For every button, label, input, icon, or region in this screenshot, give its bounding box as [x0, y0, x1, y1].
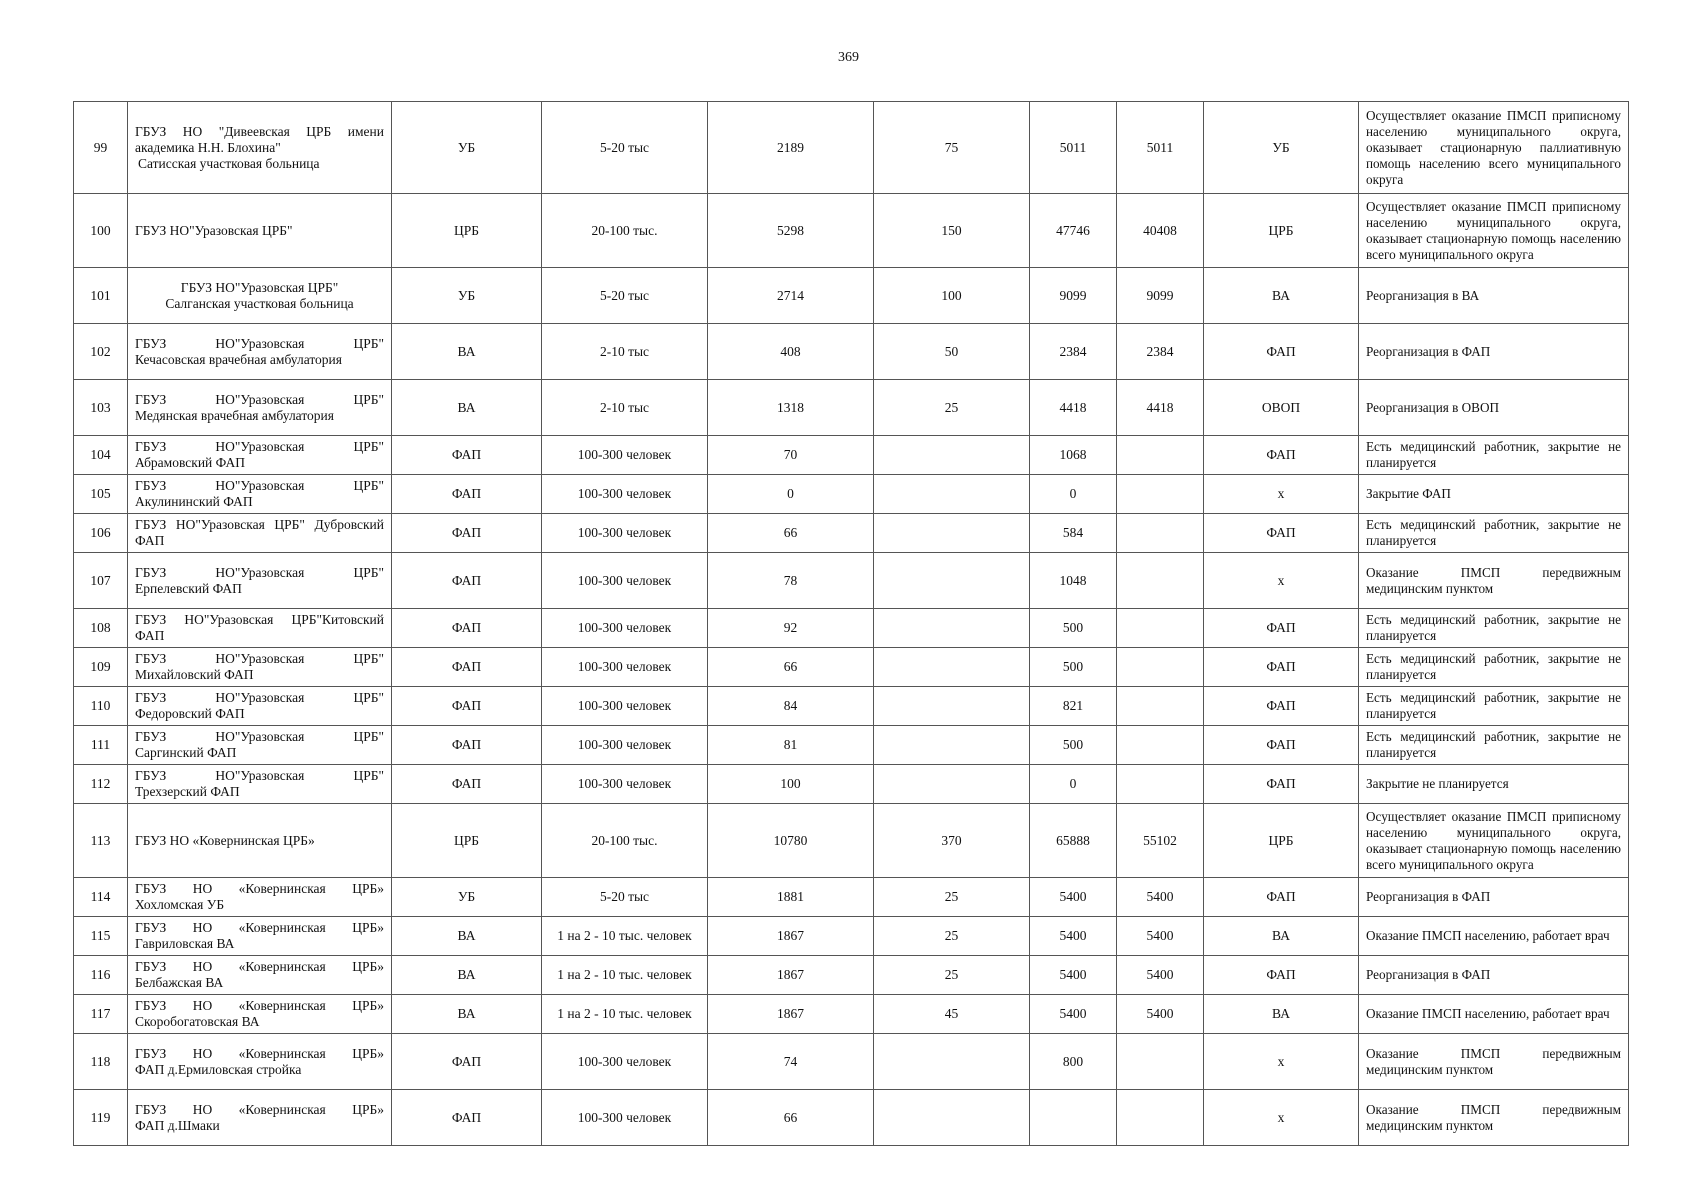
facility-name-line: ГБУЗ НО «Ковернинская ЦРБ» [135, 920, 384, 935]
row-number-cell: 101 [74, 268, 128, 324]
facility-type-cell: ФАП [392, 687, 542, 726]
facility-type-cell: ФАП [392, 609, 542, 648]
population-norm-cell: 2-10 тыс [542, 380, 708, 436]
facility-name-line: ГБУЗ НО"Уразовская ЦРБ" [135, 564, 384, 580]
table-row [74, 268, 1629, 324]
value-2-cell: 5011 [1117, 102, 1204, 194]
new-type-cell: ЦРБ [1204, 804, 1359, 878]
value-1-cell: 821 [1030, 687, 1117, 726]
population-norm-cell: 100-300 человек [542, 1090, 708, 1146]
value-1-cell: 800 [1030, 1034, 1117, 1090]
value-1-cell: 5400 [1030, 956, 1117, 995]
facility-name-cell [128, 268, 392, 324]
value-1-cell: 5400 [1030, 995, 1117, 1034]
value-1-cell: 500 [1030, 648, 1117, 687]
population-norm-cell: 5-20 тыс [542, 878, 708, 917]
value-2-cell: 40408 [1117, 194, 1204, 268]
facility-name-line: Ерпелевский ФАП [135, 580, 242, 596]
distance-cell [874, 475, 1030, 514]
facility-name-line: Федоровский ФАП [135, 706, 245, 721]
facility-name-line: ГБУЗ НО"Уразовская ЦРБ" [135, 391, 384, 407]
note-cell: Закрытие ФАП [1359, 475, 1629, 514]
facility-name-line: Саргинский ФАП [135, 745, 237, 760]
served-population-cell: 78 [708, 553, 874, 609]
facility-name-line: ГБУЗ НО «Ковернинская ЦРБ» [135, 832, 315, 848]
note-cell: Оказание ПМСП передвижным медицинским пунктом [1359, 553, 1629, 609]
facility-type-cell: ФАП [392, 648, 542, 687]
value-1-cell: 9099 [1030, 268, 1117, 324]
facility-name-cell [128, 917, 392, 956]
served-population-cell: 92 [708, 609, 874, 648]
distance-cell [874, 1090, 1030, 1146]
facility-name-line: Медянская врачебная амбулатория [135, 407, 334, 423]
facility-name-cell [128, 726, 392, 765]
served-population-cell: 66 [708, 648, 874, 687]
value-1-cell: 1048 [1030, 553, 1117, 609]
new-type-cell: ФАП [1204, 956, 1359, 995]
facility-name-cell [128, 609, 392, 648]
value-2-cell [1117, 765, 1204, 804]
distance-cell [874, 1034, 1030, 1090]
facility-name-line: Абрамовский ФАП [135, 455, 245, 470]
facility-name-cell [128, 1034, 392, 1090]
served-population-cell: 1867 [708, 995, 874, 1034]
facility-name-line: ГБУЗ НО"Уразовская ЦРБ" [135, 768, 384, 783]
value-2-cell [1117, 648, 1204, 687]
distance-cell: 370 [874, 804, 1030, 878]
new-type-cell: х [1204, 553, 1359, 609]
note-cell: Реорганизация в ФАП [1359, 324, 1629, 380]
facility-name-cell [128, 878, 392, 917]
distance-cell [874, 553, 1030, 609]
facility-type-cell: ФАП [392, 436, 542, 475]
facility-name-line: ГБУЗ НО"Уразовская ЦРБ" [135, 651, 384, 666]
value-2-cell: 2384 [1117, 324, 1204, 380]
facility-name-line: ГБУЗ НО"Уразовская ЦРБ" Дубровский [135, 517, 384, 532]
served-population-cell: 0 [708, 475, 874, 514]
facility-type-cell: УБ [392, 268, 542, 324]
value-2-cell [1117, 436, 1204, 475]
facility-type-cell: ВА [392, 956, 542, 995]
facility-name-cell [128, 687, 392, 726]
note-cell: Есть медицинский работник, закрытие не планируется [1359, 436, 1629, 475]
value-2-cell [1117, 475, 1204, 514]
distance-cell [874, 648, 1030, 687]
value-1-cell: 5400 [1030, 878, 1117, 917]
distance-cell [874, 436, 1030, 475]
value-1-cell: 65888 [1030, 804, 1117, 878]
facility-name-line: ГБУЗ НО "Дивеевская ЦРБ имени [135, 123, 384, 139]
note-cell: Оказание ПМСП передвижным медицинским пунктом [1359, 1034, 1629, 1090]
population-norm-cell: 100-300 человек [542, 765, 708, 804]
new-type-cell: ВА [1204, 268, 1359, 324]
note-cell: Оказание ПМСП населению, работает врач [1359, 917, 1629, 956]
facility-name-cell [128, 380, 392, 436]
value-2-cell [1117, 1090, 1204, 1146]
row-number-cell: 112 [74, 765, 128, 804]
distance-cell: 25 [874, 917, 1030, 956]
table-row [74, 475, 1629, 514]
facility-name-line: ГБУЗ НО"Уразовская ЦРБ"Китовский [135, 612, 384, 627]
facility-name-line: Сатисская участковая больница [138, 155, 320, 171]
value-1-cell: 1068 [1030, 436, 1117, 475]
served-population-cell: 5298 [708, 194, 874, 268]
facility-name-line: ФАП д.Шмаки [135, 1117, 220, 1133]
table-row [74, 102, 1629, 194]
row-number-cell: 103 [74, 380, 128, 436]
facility-name-line: ГБУЗ НО"Уразовская ЦРБ" [135, 690, 384, 705]
row-number-cell: 115 [74, 917, 128, 956]
row-number-cell: 117 [74, 995, 128, 1034]
table-row [74, 324, 1629, 380]
facility-name-cell [128, 1090, 392, 1146]
facility-name-line: Михайловский ФАП [135, 667, 254, 682]
note-cell: Реорганизация в ФАП [1359, 956, 1629, 995]
population-norm-cell: 1 на 2 - 10 тыс. человек [542, 917, 708, 956]
served-population-cell: 1881 [708, 878, 874, 917]
facility-name-line: Скоробогатовская ВА [135, 1014, 260, 1029]
distance-cell [874, 609, 1030, 648]
facility-type-cell: ВА [392, 995, 542, 1034]
facility-name-line: ГБУЗ НО «Ковернинская ЦРБ» [135, 881, 384, 896]
table-row [74, 765, 1629, 804]
facility-name-line: ГБУЗ НО"Уразовская ЦРБ" [135, 335, 384, 351]
served-population-cell: 2189 [708, 102, 874, 194]
row-number-cell: 105 [74, 475, 128, 514]
value-2-cell: 9099 [1117, 268, 1204, 324]
served-population-cell: 81 [708, 726, 874, 765]
facility-name-cell [128, 648, 392, 687]
new-type-cell: ФАП [1204, 878, 1359, 917]
population-norm-cell: 5-20 тыс [542, 268, 708, 324]
note-cell: Оказание ПМСП передвижным медицинским пунктом [1359, 1090, 1629, 1146]
new-type-cell: ФАП [1204, 324, 1359, 380]
value-1-cell: 4418 [1030, 380, 1117, 436]
value-1-cell: 5400 [1030, 917, 1117, 956]
value-2-cell: 5400 [1117, 956, 1204, 995]
new-type-cell: УБ [1204, 102, 1359, 194]
served-population-cell: 408 [708, 324, 874, 380]
served-population-cell: 70 [708, 436, 874, 475]
facility-name-cell [128, 324, 392, 380]
table-row [74, 956, 1629, 995]
distance-cell: 100 [874, 268, 1030, 324]
table-row [74, 609, 1629, 648]
new-type-cell: ФАП [1204, 687, 1359, 726]
row-number-cell: 107 [74, 553, 128, 609]
facility-name-cell [128, 514, 392, 553]
new-type-cell: х [1204, 1034, 1359, 1090]
note-cell: Оказание ПМСП населению, работает врач [1359, 995, 1629, 1034]
row-number-cell: 113 [74, 804, 128, 878]
population-norm-cell: 100-300 человек [542, 687, 708, 726]
facility-name-line: ГБУЗ НО «Ковернинская ЦРБ» [135, 959, 384, 974]
served-population-cell: 1867 [708, 917, 874, 956]
value-1-cell: 584 [1030, 514, 1117, 553]
facility-name-line: ГБУЗ НО"Уразовская ЦРБ" [135, 478, 384, 493]
value-1-cell: 5011 [1030, 102, 1117, 194]
distance-cell: 75 [874, 102, 1030, 194]
population-norm-cell: 2-10 тыс [542, 324, 708, 380]
note-cell: Есть медицинский работник, закрытие не планируется [1359, 648, 1629, 687]
facility-name-line: ФАП [135, 628, 165, 643]
facility-type-cell: ФАП [392, 1034, 542, 1090]
population-norm-cell: 100-300 человек [542, 514, 708, 553]
distance-cell: 45 [874, 995, 1030, 1034]
facility-name-line: ФАП [135, 533, 165, 548]
table-row [74, 436, 1629, 475]
note-cell: Закрытие не планируется [1359, 765, 1629, 804]
note-cell: Есть медицинский работник, закрытие не планируется [1359, 687, 1629, 726]
population-norm-cell: 100-300 человек [542, 553, 708, 609]
table-row [74, 804, 1629, 878]
new-type-cell: ЦРБ [1204, 194, 1359, 268]
served-population-cell: 84 [708, 687, 874, 726]
value-1-cell: 500 [1030, 609, 1117, 648]
value-1-cell: 2384 [1030, 324, 1117, 380]
facility-name-cell [128, 194, 392, 268]
value-1-cell: 0 [1030, 765, 1117, 804]
served-population-cell: 66 [708, 514, 874, 553]
note-cell: Осуществляет оказание ПМСП приписному населению муниципального округа, оказывает стационарную паллиативную помощь населению всего муниципального округа [1359, 102, 1629, 194]
facility-type-cell: ФАП [392, 553, 542, 609]
facility-type-cell: ФАП [392, 1090, 542, 1146]
served-population-cell: 10780 [708, 804, 874, 878]
facility-name-line: ГБУЗ НО «Ковернинская ЦРБ» [135, 1101, 384, 1117]
table-row [74, 553, 1629, 609]
page-number: 369 [838, 50, 859, 65]
row-number-cell: 100 [74, 194, 128, 268]
table-row [74, 648, 1629, 687]
row-number-cell: 110 [74, 687, 128, 726]
new-type-cell: ФАП [1204, 609, 1359, 648]
population-norm-cell: 1 на 2 - 10 тыс. человек [542, 956, 708, 995]
facility-name-line: Трехзерский ФАП [135, 784, 240, 799]
population-norm-cell: 20-100 тыс. [542, 194, 708, 268]
population-norm-cell: 100-300 человек [542, 648, 708, 687]
table-row [74, 514, 1629, 553]
new-type-cell: ОВОП [1204, 380, 1359, 436]
population-norm-cell: 100-300 человек [542, 726, 708, 765]
served-population-cell: 1867 [708, 956, 874, 995]
served-population-cell: 1318 [708, 380, 874, 436]
facility-name-line: ГБУЗ НО «Ковернинская ЦРБ» [135, 1045, 384, 1061]
facility-name-line: ГБУЗ НО"Уразовская ЦРБ" [135, 222, 293, 238]
table-row [74, 380, 1629, 436]
facility-type-cell: УБ [392, 102, 542, 194]
note-cell: Реорганизация в ОВОП [1359, 380, 1629, 436]
facility-name-line: ГБУЗ НО"Уразовская ЦРБ" [135, 729, 384, 744]
new-type-cell: ФАП [1204, 436, 1359, 475]
note-cell: Есть медицинский работник, закрытие не планируется [1359, 726, 1629, 765]
facility-type-cell: ВА [392, 380, 542, 436]
value-2-cell: 5400 [1117, 917, 1204, 956]
value-2-cell: 55102 [1117, 804, 1204, 878]
table-row [74, 726, 1629, 765]
distance-cell: 25 [874, 380, 1030, 436]
value-2-cell: 5400 [1117, 995, 1204, 1034]
facilities-table [73, 101, 1629, 1146]
population-norm-cell: 100-300 человек [542, 609, 708, 648]
served-population-cell: 2714 [708, 268, 874, 324]
distance-cell [874, 765, 1030, 804]
row-number-cell: 109 [74, 648, 128, 687]
new-type-cell: ФАП [1204, 726, 1359, 765]
facility-type-cell: ВА [392, 324, 542, 380]
facility-name-cell [128, 553, 392, 609]
value-2-cell [1117, 1034, 1204, 1090]
population-norm-cell: 5-20 тыс [542, 102, 708, 194]
facility-name-line: ГБУЗ НО"Уразовская ЦРБ" [135, 439, 384, 454]
note-cell: Осуществляет оказание ПМСП приписному населению муниципального округа, оказывает стационарную помощь населению всего муниципального округа [1359, 804, 1629, 878]
table-row [74, 1090, 1629, 1146]
note-cell: Реорганизация в ВА [1359, 268, 1629, 324]
facility-type-cell: ФАП [392, 475, 542, 514]
facility-name-line: ФАП д.Ермиловская стройка [135, 1061, 302, 1077]
facility-name-line: ГБУЗ НО «Ковернинская ЦРБ» [135, 998, 384, 1013]
row-number-cell: 118 [74, 1034, 128, 1090]
population-norm-cell: 20-100 тыс. [542, 804, 708, 878]
facility-name-cell [128, 475, 392, 514]
distance-cell: 150 [874, 194, 1030, 268]
note-cell: Есть медицинский работник, закрытие не планируется [1359, 609, 1629, 648]
value-2-cell [1117, 726, 1204, 765]
value-2-cell [1117, 609, 1204, 648]
distance-cell [874, 687, 1030, 726]
note-cell: Есть медицинский работник, закрытие не планируется [1359, 514, 1629, 553]
value-2-cell [1117, 687, 1204, 726]
distance-cell [874, 514, 1030, 553]
table-row [74, 878, 1629, 917]
value-2-cell: 4418 [1117, 380, 1204, 436]
value-1-cell: 47746 [1030, 194, 1117, 268]
new-type-cell: ФАП [1204, 648, 1359, 687]
new-type-cell: ВА [1204, 995, 1359, 1034]
facility-type-cell: ФАП [392, 726, 542, 765]
new-type-cell: ФАП [1204, 514, 1359, 553]
distance-cell: 50 [874, 324, 1030, 380]
facility-type-cell: ВА [392, 917, 542, 956]
facility-type-cell: ЦРБ [392, 194, 542, 268]
facility-name-line: академика Н.Н. Блохина" [135, 139, 281, 155]
row-number-cell: 114 [74, 878, 128, 917]
row-number-cell: 116 [74, 956, 128, 995]
population-norm-cell: 100-300 человек [542, 1034, 708, 1090]
table-row [74, 194, 1629, 268]
row-number-cell: 108 [74, 609, 128, 648]
table-row [74, 1034, 1629, 1090]
value-1-cell [1030, 1090, 1117, 1146]
facility-type-cell: ФАП [392, 765, 542, 804]
facility-name-line: Хохломская УБ [135, 897, 225, 912]
distance-cell [874, 726, 1030, 765]
facility-name-cell [128, 436, 392, 475]
new-type-cell: ФАП [1204, 765, 1359, 804]
row-number-cell: 104 [74, 436, 128, 475]
new-type-cell: ВА [1204, 917, 1359, 956]
note-cell: Реорганизация в ФАП [1359, 878, 1629, 917]
row-number-cell: 99 [74, 102, 128, 194]
row-number-cell: 119 [74, 1090, 128, 1146]
table-row [74, 687, 1629, 726]
facility-type-cell: ЦРБ [392, 804, 542, 878]
facility-name-cell [128, 995, 392, 1034]
facility-name-line: Акулининский ФАП [135, 494, 253, 509]
facility-name-line: Белбажская ВА [135, 975, 224, 990]
row-number-cell: 106 [74, 514, 128, 553]
facility-type-cell: ФАП [392, 514, 542, 553]
distance-cell: 25 [874, 956, 1030, 995]
value-1-cell: 500 [1030, 726, 1117, 765]
population-norm-cell: 100-300 человек [542, 475, 708, 514]
facility-name-cell [128, 804, 392, 878]
population-norm-cell: 1 на 2 - 10 тыс. человек [542, 995, 708, 1034]
facility-name-cell [128, 765, 392, 804]
row-number-cell: 102 [74, 324, 128, 380]
table-row [74, 917, 1629, 956]
facility-name-cell [128, 102, 392, 194]
facility-name-line: Салганская участковая больница [165, 295, 354, 311]
facility-name-line: Кечасовская врачебная амбулатория [135, 351, 342, 367]
value-2-cell: 5400 [1117, 878, 1204, 917]
note-cell: Осуществляет оказание ПМСП приписному населению муниципального округа, оказывает стационарную помощь населению всего муниципального округа [1359, 194, 1629, 268]
new-type-cell: х [1204, 475, 1359, 514]
served-population-cell: 100 [708, 765, 874, 804]
facility-name-line: Гавриловская ВА [135, 936, 235, 951]
facility-name-line: ГБУЗ НО"Уразовская ЦРБ" [180, 279, 339, 295]
value-1-cell: 0 [1030, 475, 1117, 514]
population-norm-cell: 100-300 человек [542, 436, 708, 475]
value-2-cell [1117, 514, 1204, 553]
served-population-cell: 74 [708, 1034, 874, 1090]
served-population-cell: 66 [708, 1090, 874, 1146]
value-2-cell [1117, 553, 1204, 609]
facility-type-cell: УБ [392, 878, 542, 917]
new-type-cell: х [1204, 1090, 1359, 1146]
table-row [74, 995, 1629, 1034]
row-number-cell: 111 [74, 726, 128, 765]
distance-cell: 25 [874, 878, 1030, 917]
facility-name-cell [128, 956, 392, 995]
